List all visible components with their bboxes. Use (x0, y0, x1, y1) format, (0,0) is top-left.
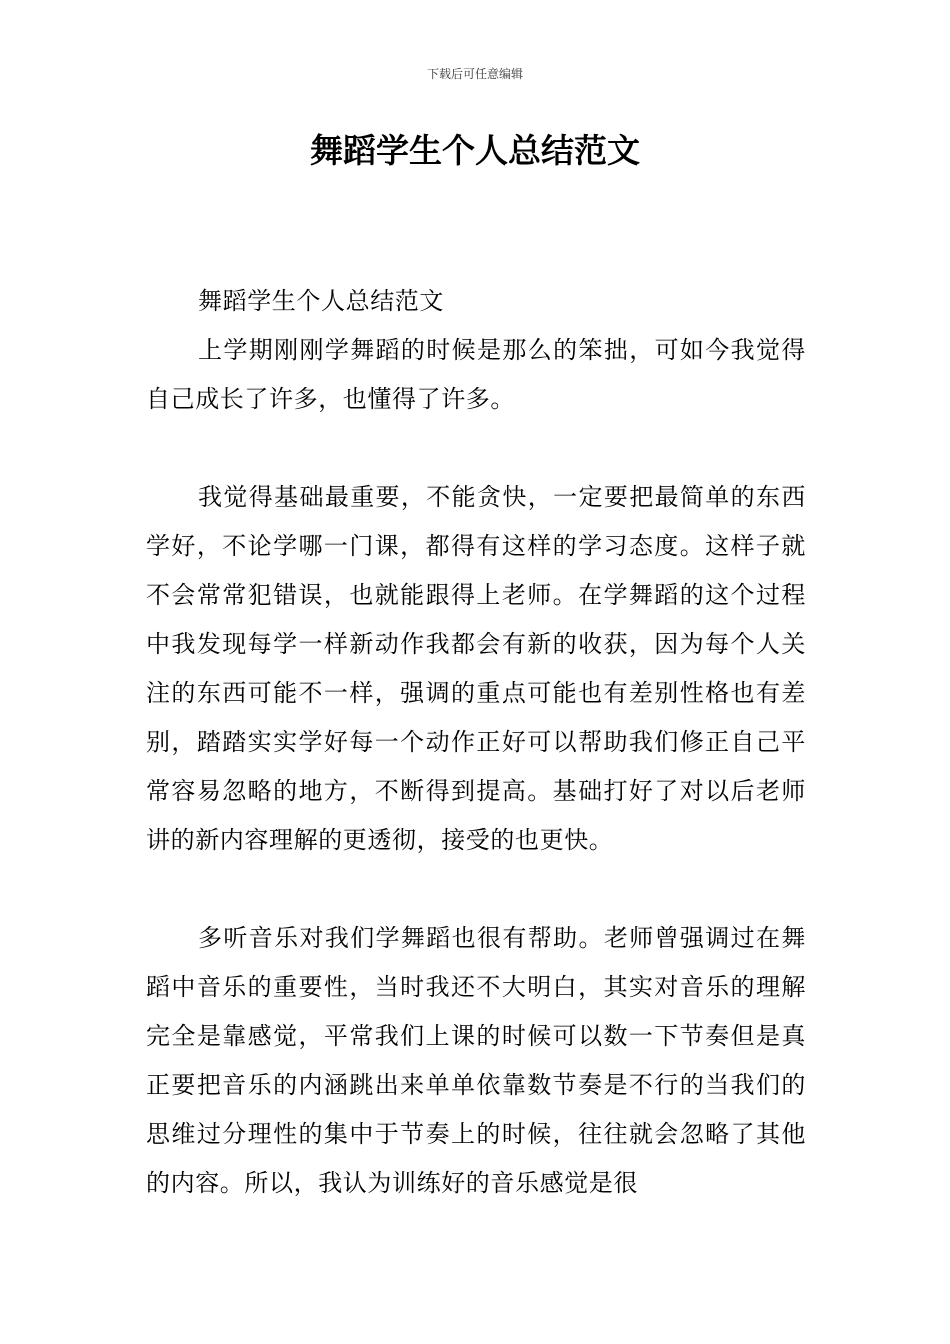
paragraph-subtitle: 舞蹈学生个人总结范文 (198, 287, 444, 315)
paragraph-basics: 我觉得基础最重要，不能贪快，一定要把最简单的东西学好，不论学哪一门课，都得有这样的学习态度。这样子就不会常常犯错误，也就能跟得上老师。在学舞蹈的这个过程中我发现每学一样新动作我都会有新的收获，因为每个人关注的东西可能不一样，强调的重点可能也有差别性格也有差别，踏踏实实学好每一个动作正好可以帮助我们修正自己平常容易忽略的地方，不断得到提高。基础打好了对以后老师讲的新内容理解的更透彻，接受的也更快。 (146, 483, 806, 854)
paragraph-music: 多听音乐对我们学舞蹈也很有帮助。老师曾强调过在舞蹈中音乐的重要性，当时我还不大明白，其实对音乐的理解完全是靠感觉，平常我们上课的时候可以数一下节奏但是真正要把音乐的内涵跳出来单单依靠数节奏是不行的当我们的思维过分理性的集中于节奏上的时候，往往就会忽略了其他的内容。所以，我认为训练好的音乐感觉是很 (146, 924, 806, 1197)
document-body (146, 277, 806, 1208)
document-title: 舞蹈学生个人总结范文 (310, 131, 640, 170)
header-note: 下载后可任意编辑 (426, 67, 523, 81)
paragraph-gap (146, 865, 806, 914)
paragraph-intro: 上学期刚刚学舞蹈的时候是那么的笨拙，可如今我觉得自己成长了许多，也懂得了许多。 (146, 336, 806, 413)
paragraph-gap (146, 424, 806, 473)
